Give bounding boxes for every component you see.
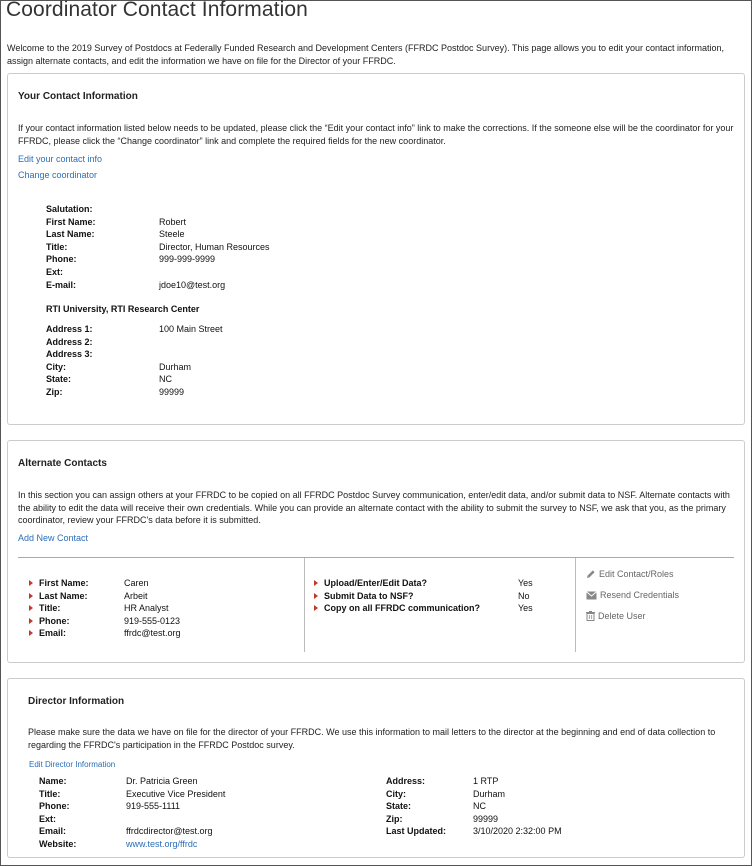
director-email-label: Email: [39,826,67,837]
perm-upload-label: Upload/Enter/Edit Data? [314,577,518,590]
alt-last-name-label: Last Name: [29,590,124,603]
director-state-label: State: [386,801,412,812]
perm-submit-value: No [518,590,530,601]
director-address-value: 1 RTP [473,776,499,786]
last-name-label: Last Name: [46,229,95,240]
organization-name: RTI University, RTI Research Center [46,304,200,314]
bullet-icon [29,618,33,624]
address1-label: Address 1: [46,324,93,334]
director-city-value: Durham [473,788,506,799]
bullet-icon [314,580,318,586]
your-contact-heading: Your Contact Information [18,91,138,102]
alt-first-name-value: Caren [124,578,149,588]
address1-value: 100 Main Street [159,324,223,334]
state-value: NC [159,374,172,385]
resend-credentials-action[interactable]: Resend Credentials [586,590,679,600]
director-zip-label: Zip: [386,813,403,824]
salutation-label: Salutation: [46,204,93,214]
director-email-value: ffrdcdirector@test.org [126,826,213,837]
title-label: Title: [46,241,68,252]
bullet-icon [314,593,318,599]
address-details [46,323,223,399]
email-value: jdoe10@test.org [159,279,226,290]
city-value: Durham [159,361,192,372]
title-value: Director, Human Resources [159,241,270,252]
contact-divider [18,557,734,558]
alt-last-name-value: Arbeit [124,590,148,601]
director-right-details [386,775,562,838]
director-left-details [39,775,225,851]
director-website-link[interactable]: www.test.org/ffrdc [126,838,198,849]
change-coordinator-link[interactable]: Change coordinator [18,170,98,180]
alt-title-label: Title: [29,602,124,615]
perm-submit-label: Submit Data to NSF? [314,590,518,603]
edit-contact-link[interactable]: Edit your contact info [18,154,103,164]
alt-email-label: Email: [29,627,124,640]
director-panel [7,678,745,858]
bullet-icon [29,593,33,599]
trash-icon [586,611,595,621]
zip-value: 99999 [159,386,185,397]
alt-first-name-label: First Name: [29,577,124,590]
perm-upload-value: Yes [518,578,533,588]
director-address-label: Address: [386,776,426,786]
alternate-contact-info [29,577,181,640]
bullet-icon [29,630,33,636]
director-ext-label: Ext: [39,813,57,824]
director-phone-label: Phone: [39,801,70,812]
city-label: City: [46,361,66,372]
bullet-icon [29,580,33,586]
director-city-label: City: [386,788,406,799]
alternate-contacts-description: In this section you can assign others at your FFRDC to be copied on all FFRDC Postdoc Survey communication, enter/edit data, and/or submit data to NSF. Alternate contacts with the ability to edit the data will receive their own credentials. While you can provide an alternate contact with the ability to submit the survey to NSF, we ask that you, as the primary coordinator, review your FFRDC's data before it is submitted. [18,490,730,525]
alt-email-value: ffrdc@test.org [124,628,181,639]
director-last-updated-label: Last Updated: [386,826,447,837]
director-title-value: Executive Vice President [126,788,226,799]
column-divider-1 [304,558,305,652]
director-name-label: Name: [39,776,67,786]
director-name-value: Dr. Patricia Green [126,776,198,786]
director-last-updated-value: 3/10/2020 2:32:00 PM [473,826,562,837]
perm-copy-label: Copy on all FFRDC communication? [314,602,518,615]
director-heading: Director Information [28,696,125,707]
first-name-label: First Name: [46,216,96,227]
edit-director-link[interactable]: Edit Director Information [29,760,116,769]
your-contact-panel [7,73,745,425]
edit-contact-roles-action[interactable]: Edit Contact/Roles [586,569,674,579]
zip-label: Zip: [46,386,63,397]
bullet-icon [29,605,33,611]
page-intro: Welcome to the 2019 Survey of Postdocs at Federally Funded Research and Development Centers (FFRDC Postdoc Survey). This page allows you to edit your contact information, assign alternate contacts, and edit the information we have on file for the Director of your FFRDC. [7,43,725,66]
director-title-label: Title: [39,788,61,799]
alternate-contacts-panel [7,440,745,663]
phone-label: Phone: [46,254,77,265]
your-contact-description: If your contact information listed below needs to be updated, please click the “Edit your contact info” link to make the corrections. If the someone else will be the coordinator for your FFRDC, please click the “Change coordinator” link and complete the required fields for the new coordinator. [18,123,734,146]
alt-phone-label: Phone: [29,615,124,628]
director-state-value: NC [473,801,486,812]
last-name-value: Steele [159,229,185,240]
bullet-icon [314,605,318,611]
director-phone-value: 919-555-1111 [126,801,181,812]
alternate-contact-permissions [314,577,533,615]
address3-label: Address 3: [46,349,93,360]
email-label: E-mail: [46,279,77,290]
alt-phone-value: 919-555-0123 [124,615,181,626]
first-name-value: Robert [159,216,187,227]
alt-title-value: HR Analyst [124,603,169,614]
column-divider-2 [575,558,576,652]
director-zip-value: 99999 [473,813,499,824]
contact-details [46,203,270,291]
perm-copy-value: Yes [518,603,533,614]
page-title: Coordinator Contact Information [6,0,308,21]
delete-user-action[interactable]: Delete User [586,611,646,621]
ext-label: Ext: [46,266,64,277]
address2-label: Address 2: [46,336,93,347]
add-new-contact-link[interactable]: Add New Contact [18,533,89,543]
phone-value: 999-999-9999 [159,254,216,265]
state-label: State: [46,374,72,385]
pencil-icon [586,569,596,579]
director-website-label: Website: [39,838,77,849]
envelope-icon [586,591,597,600]
director-description: Please make sure the data we have on file for the director of your FFRDC. We use this information to mail letters to the director at the beginning and end of data collection to regarding the FFRDC's participation in the FFRDC Postdoc survey. [28,727,716,750]
alternate-contacts-heading: Alternate Contacts [18,458,107,469]
